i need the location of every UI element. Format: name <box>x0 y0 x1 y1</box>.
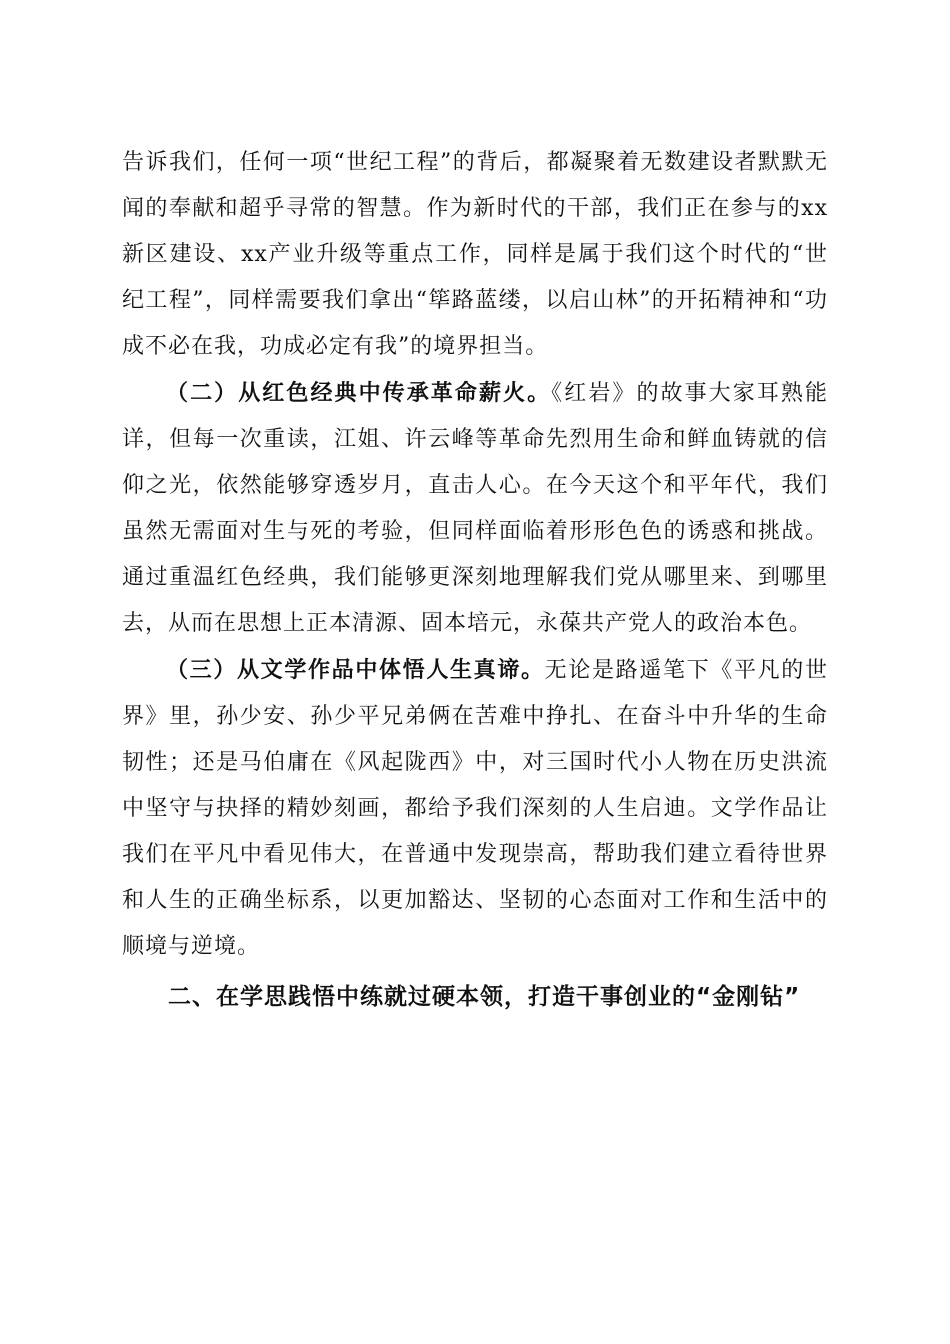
paragraph-lead: （三）从文学作品中体悟人生真谛。 <box>166 657 545 683</box>
paragraph-red-classics <box>122 370 828 647</box>
document-body <box>122 140 828 1022</box>
paragraph-text: 告诉我们，任何一项“世纪工程”的背后，都凝聚着无数建设者默默无闻的奉献和超乎寻常的智慧。作为新时代的干部，我们正在参与的xx新区建设、xx产业升级等重点工作，同样是属于我们这个时代的“世纪工程”，同样需要我们拿出“筚路蓝缕，以启山林”的开拓精神和“功成不必在我，功成必定有我”的境界担当。 <box>122 150 828 359</box>
paragraph-continuation <box>122 140 828 370</box>
paragraph-text: 《红岩》的故事大家耳熟能详，但每一次重读，江姐、许云峰等革命先烈用生命和鲜血铸就的信仰之光，依然能够穿透岁月，直击人心。在今天这个和平年代，我们虽然无需面对生与死的考验，但同样面临着形形色色的诱惑和挑战。通过重温红色经典，我们能够更深刻地理解我们党从哪里来、到哪里去，从而在思想上正本清源、固本培元，永葆共产党人的政治本色。 <box>122 381 828 636</box>
section-heading: 二、在学思践悟中练就过硬本领，打造干事创业的“金刚钻” <box>168 984 801 1010</box>
paragraph-literature <box>122 647 828 970</box>
paragraph-lead: （二）从红色经典中传承革命薪火。 <box>166 380 552 406</box>
paragraph-text: 无论是路遥笔下《平凡的世界》里，孙少安、孙少平兄弟俩在苦难中挣扎、在奋斗中升华的生命韧性；还是马伯庸在《风起陇西》中，对三国时代小人物在历史洪流中坚守与抉择的精妙刻画，都给予我们深刻的人生启迪。文学作品让我们在平凡中看见伟大，在普通中发现崇高，帮助我们建立看待世界和人生的正确坐标系，以更加豁达、坚韧的心态面对工作和生活中的顺境与逆境。 <box>122 658 828 959</box>
